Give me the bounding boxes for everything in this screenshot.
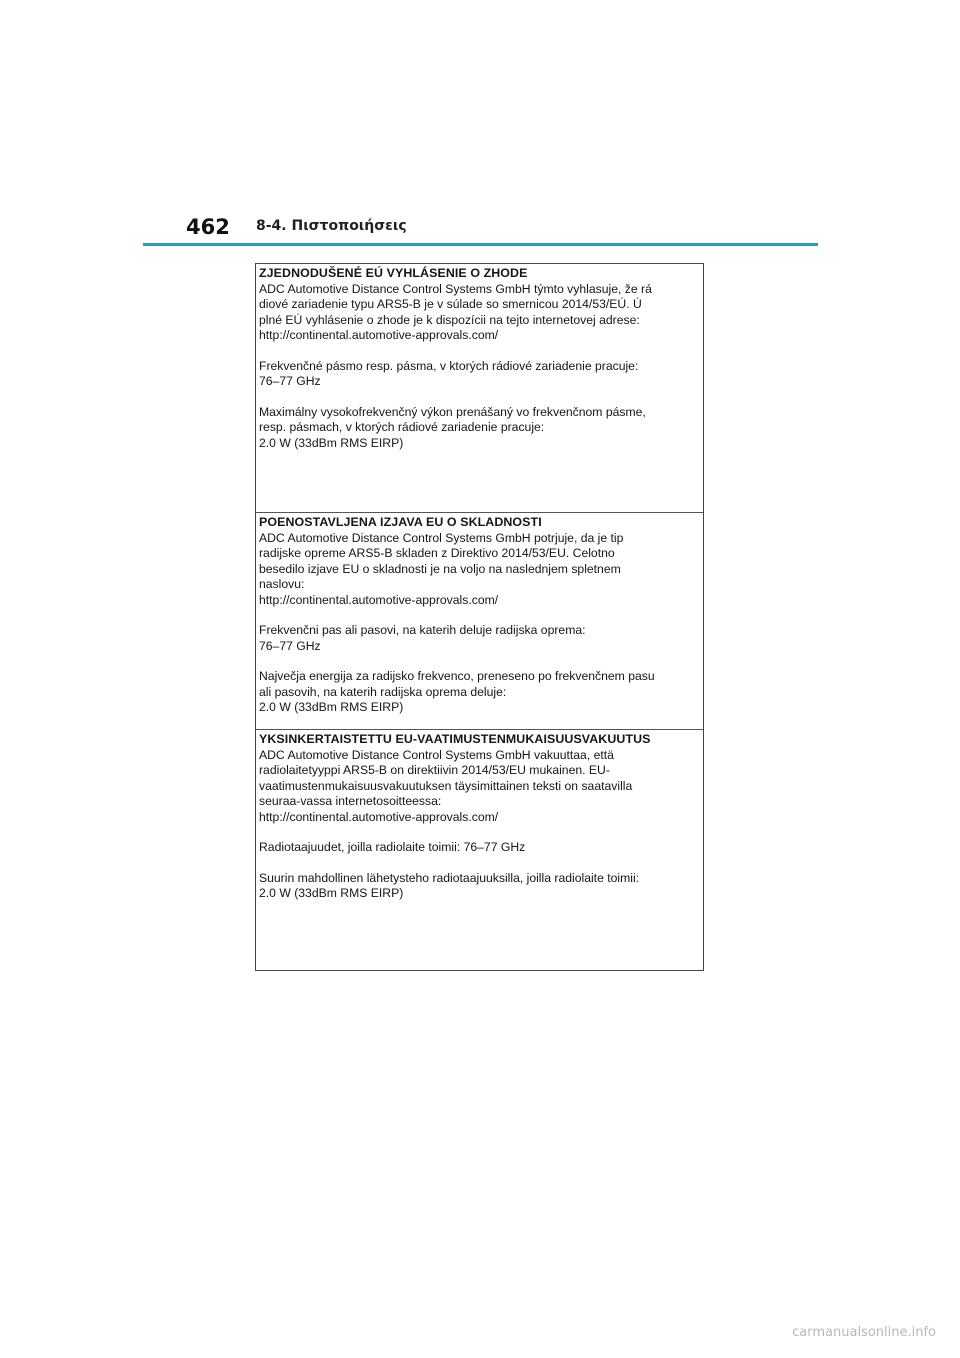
text-line: ADC Automotive Distance Control Systems GmbH vakuuttaa, että	[259, 747, 614, 762]
section-heading: ZJEDNODUŠENÉ EÚ VYHLÁSENIE O ZHODE	[259, 266, 528, 280]
text-line: 2.0 W (33dBm RMS EIRP)	[259, 435, 404, 450]
text-line: seuraa-vassa internetosoitteessa:	[259, 794, 442, 808]
text-line: vaatimustenmukaisuusvakuutuksen täysimittainen teksti on saatavilla	[259, 778, 633, 793]
text-line: 76–77 GHz	[259, 374, 321, 388]
watermark: carmanualsonline.info	[792, 1325, 936, 1340]
url-text: http://continental.automotive-approvals.com/	[259, 328, 499, 342]
text-line: ADC Automotive Distance Control Systems GmbH týmto vyhlasuje, že rá	[259, 281, 652, 296]
text-line: radiolaitetyyppi ARS5-B on direktiivin 2014/53/EU mukainen. EU-	[259, 763, 610, 777]
certificate-section-finnish	[256, 729, 703, 972]
text-line: 2.0 W (33dBm RMS EIRP)	[259, 700, 404, 714]
text-line: Suurin mahdollinen lähetysteho radiotaajuuksilla, joilla radiolaite toimii:	[259, 870, 640, 885]
text-line: ADC Automotive Distance Control Systems GmbH potrjuje, da je tip	[259, 530, 624, 545]
text-line: 2.0 W (33dBm RMS EIRP)	[259, 886, 404, 900]
text-line: diové zariadenie typu ARS5-B je v súlade so smernicou 2014/53/EÚ. Ú	[259, 297, 642, 311]
certificate-box	[255, 263, 704, 971]
certificate-section-slovenian	[256, 512, 703, 729]
text-line: Frekvenčné pásmo resp. pásma, v ktorých rádiové zariadenie pracuje:	[259, 358, 639, 373]
url-text: http://continental.automotive-approvals.com/	[259, 809, 499, 824]
text-line: ali pasovih, na katerih radijska oprema deluje:	[259, 684, 507, 699]
section-heading: POENOSTAVLJENA IZJAVA EU O SKLADNOSTI	[259, 515, 542, 529]
text-line: radijske opreme ARS5-B skladen z Direktivo 2014/53/EU. Celotno	[259, 546, 615, 560]
text-line: 76–77 GHz	[259, 638, 321, 653]
text-line: naslovu:	[259, 577, 305, 591]
section-heading: YKSINKERTAISTETTU EU-VAATIMUSTENMUKAISUUSVAKUUTUS	[259, 732, 651, 746]
text-line: besedilo izjave EU o skladnosti je na voljo na naslednjem spletnem	[259, 561, 621, 576]
text-line: Frekvenčni pas ali pasovi, na katerih deluje radijska oprema:	[259, 623, 586, 637]
header-rule	[143, 243, 818, 246]
text-line: Največja energija za radijsko frekvenco, preneseno po frekvenčnem pasu	[259, 669, 655, 683]
url-text: http://continental.automotive-approvals.com/	[259, 592, 499, 607]
certificate-section-slovak	[256, 264, 703, 512]
text-line: resp. pásmach, v ktorých rádiové zariadenie pracuje:	[259, 420, 545, 434]
text-line: plné EÚ vyhlásenie o zhode je k dispozícii na tejto internetovej adrese:	[259, 312, 640, 327]
section-title: 8-4. Πιστοποιήσεις	[256, 218, 407, 234]
page-number: 462	[186, 215, 230, 239]
text-line: Radiotaajuudet, joilla radiolaite toimii: 76–77 GHz	[259, 840, 526, 854]
text-line: Maximálny vysokofrekvenčný výkon prenášaný vo frekvenčnom pásme,	[259, 404, 646, 419]
